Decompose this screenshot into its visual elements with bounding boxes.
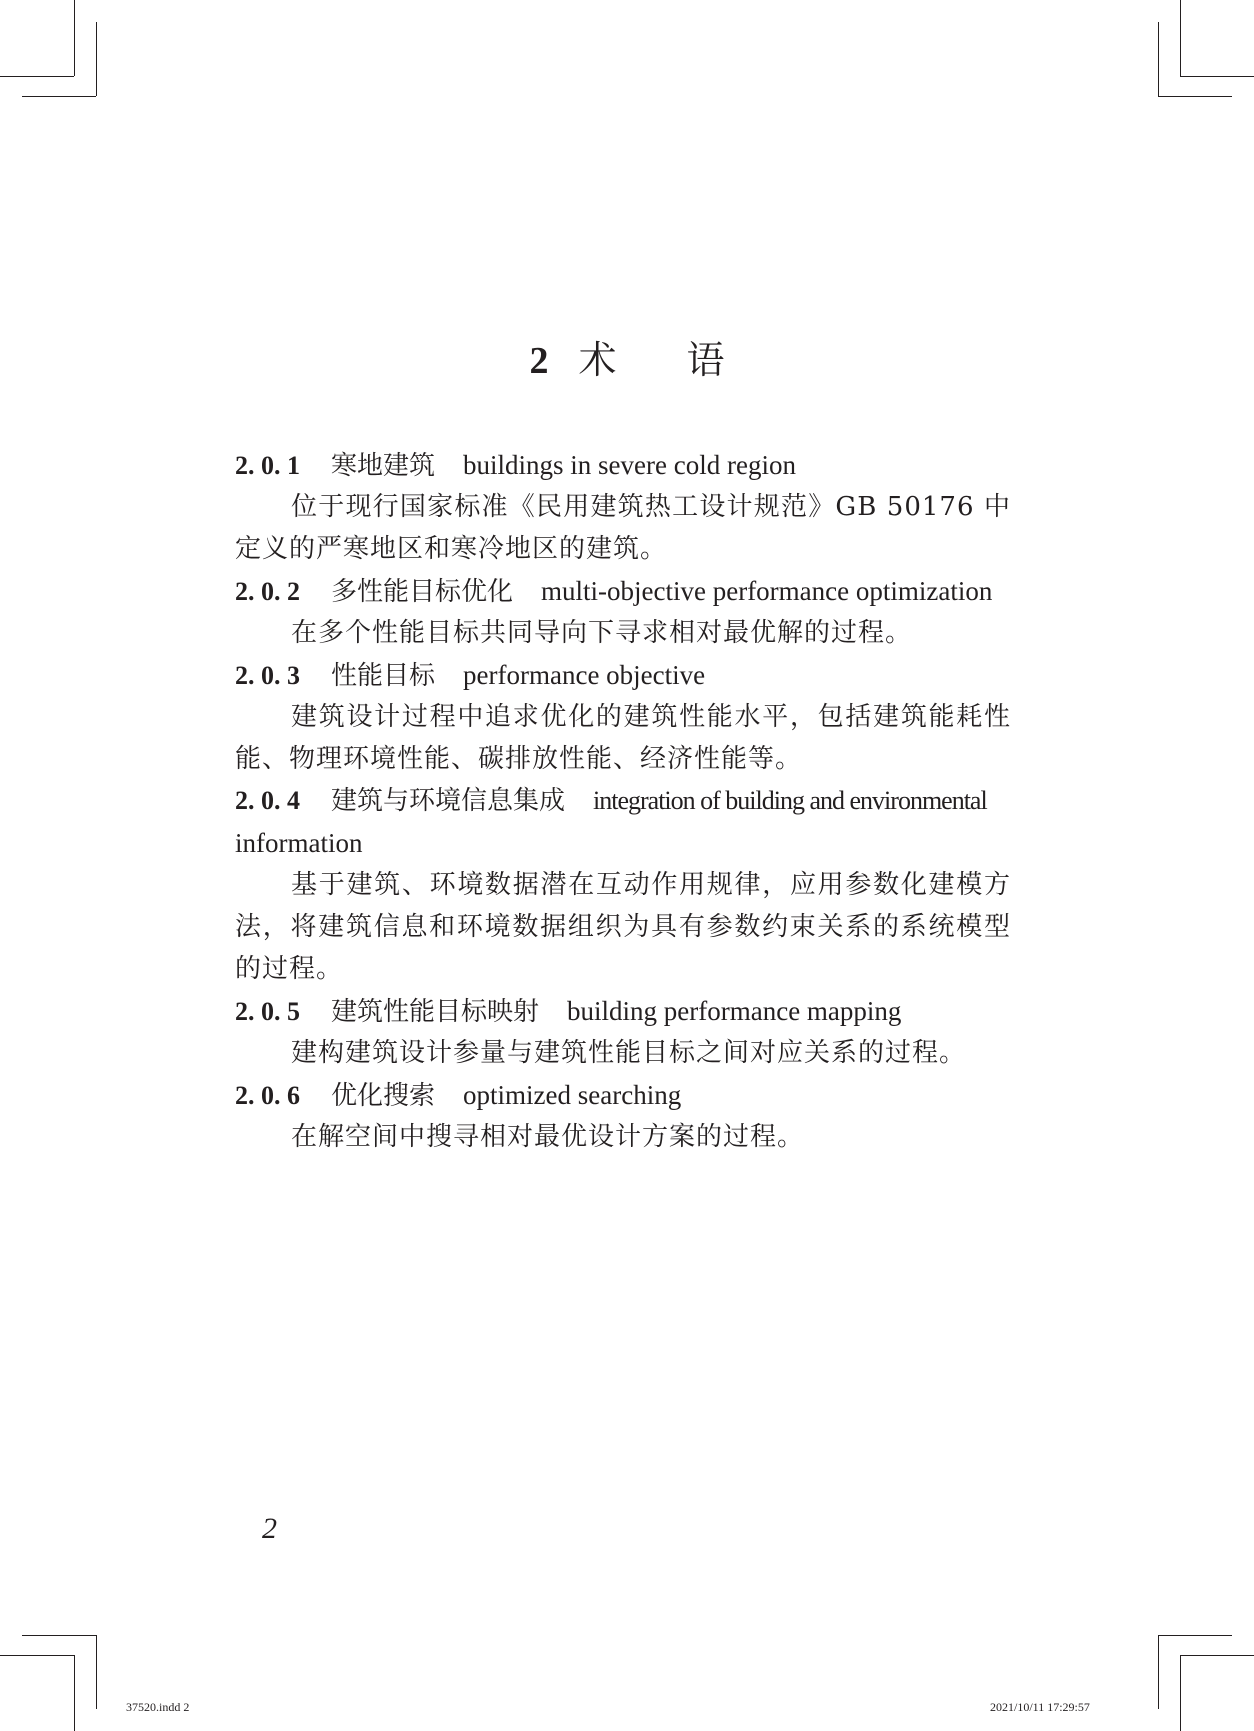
crop-mark bbox=[0, 1655, 74, 1656]
term-english-continued: information bbox=[235, 828, 363, 858]
term-definition: 基于建筑、环境数据潜在互动作用规律，应用参数化建模方法，将建筑信息和环境数据组织为具有参数约束关系的系统模型的过程。 bbox=[235, 870, 1011, 984]
crop-mark bbox=[74, 1655, 75, 1731]
term-entry bbox=[235, 780, 1011, 990]
crop-mark bbox=[1180, 76, 1254, 77]
chapter-title-part2: 语 bbox=[686, 338, 725, 382]
term-chinese: 寒地建筑 bbox=[331, 451, 436, 481]
term-heading bbox=[235, 990, 1011, 1032]
section-number: 2. 0. 4 bbox=[235, 786, 300, 815]
slug-timestamp: 2021/10/11 17:29:57 bbox=[990, 1700, 1090, 1714]
term-definition: 位于现行国家标准《民用建筑热工设计规范》GB 50176 中定义的严寒地区和寒冷地区的建筑。 bbox=[235, 492, 1011, 564]
term-entry bbox=[235, 570, 1011, 654]
crop-mark bbox=[96, 1635, 97, 1709]
term-english: multi-objective performance optimization bbox=[541, 576, 993, 606]
crop-mark bbox=[74, 0, 75, 76]
crop-mark bbox=[1158, 1635, 1232, 1636]
slug-filename: 37520.indd 2 bbox=[126, 1700, 190, 1714]
term-definition: 建筑设计过程中追求优化的建筑性能水平，包括建筑能耗性能、物理环境性能、碳排放性能、经济性能等。 bbox=[235, 702, 1011, 774]
term-chinese: 多性能目标优化 bbox=[331, 577, 514, 607]
crop-mark bbox=[1158, 22, 1159, 96]
term-heading bbox=[235, 444, 1011, 486]
term-chinese: 建筑性能目标映射 bbox=[331, 997, 540, 1027]
crop-mark bbox=[1180, 0, 1181, 76]
term-entry bbox=[235, 990, 1011, 1074]
term-definition: 在多个性能目标共同导向下寻求相对最优解的过程。 bbox=[291, 618, 913, 648]
crop-mark bbox=[22, 96, 96, 97]
term-heading bbox=[235, 654, 1011, 696]
crop-mark bbox=[1158, 96, 1232, 97]
chapter-number: 2 bbox=[529, 340, 549, 382]
term-english: integration of building and environmental bbox=[593, 786, 987, 815]
crop-mark bbox=[22, 1635, 96, 1636]
term-chinese: 建筑与环境信息集成 bbox=[331, 786, 566, 816]
page-number: 2 bbox=[262, 1512, 277, 1545]
chapter-title-part1: 术 bbox=[578, 338, 617, 382]
term-english: buildings in severe cold region bbox=[463, 450, 796, 480]
term-chinese: 性能目标 bbox=[331, 661, 436, 691]
term-heading bbox=[235, 780, 1011, 822]
crop-mark bbox=[96, 22, 97, 96]
crop-mark bbox=[1158, 1635, 1159, 1709]
term-heading bbox=[235, 1074, 1011, 1116]
crop-mark bbox=[0, 76, 74, 77]
term-english: building performance mapping bbox=[567, 996, 902, 1026]
term-entry bbox=[235, 654, 1011, 780]
term-entry bbox=[235, 1074, 1011, 1158]
terms-list bbox=[235, 444, 1011, 1158]
crop-mark bbox=[1180, 1655, 1254, 1656]
term-heading bbox=[235, 570, 1011, 612]
term-english: performance objective bbox=[463, 660, 706, 690]
term-entry bbox=[235, 444, 1011, 570]
section-number: 2. 0. 1 bbox=[235, 451, 300, 480]
section-number: 2. 0. 3 bbox=[235, 661, 300, 690]
term-definition: 在解空间中搜寻相对最优设计方案的过程。 bbox=[291, 1122, 805, 1152]
term-chinese: 优化搜索 bbox=[331, 1081, 436, 1111]
term-definition: 建构建筑设计参量与建筑性能目标之间对应关系的过程。 bbox=[291, 1038, 967, 1068]
chapter-title bbox=[0, 336, 1254, 385]
section-number: 2. 0. 6 bbox=[235, 1081, 300, 1110]
crop-mark bbox=[1180, 1655, 1181, 1731]
term-english: optimized searching bbox=[463, 1080, 682, 1110]
section-number: 2. 0. 2 bbox=[235, 577, 300, 606]
section-number: 2. 0. 5 bbox=[235, 997, 300, 1026]
